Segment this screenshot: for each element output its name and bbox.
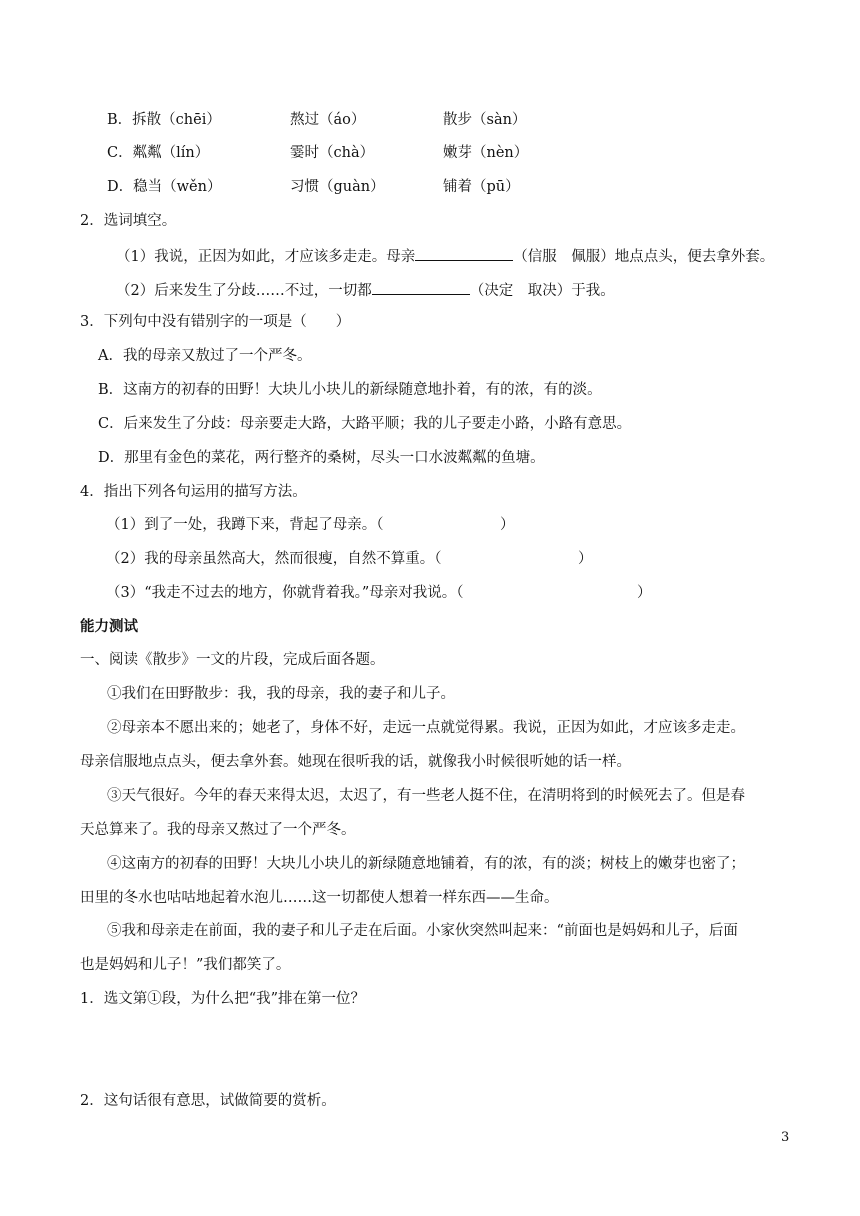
q2-s2-before: （2）后来发生了分歧……不过，一切都 xyxy=(116,283,372,299)
q4-item-2: （2）我的母亲虽然高大，然而很瘦，自然不算重。（ xyxy=(106,551,442,567)
option-d-word3: 铺着（pū） xyxy=(443,179,520,195)
q2-blank-1[interactable] xyxy=(415,245,513,261)
reading-intro: 一、阅读《散步》一文的片段，完成后面各题。 xyxy=(80,652,385,668)
option-b-word2: 熬过（áo） xyxy=(290,112,366,128)
option-b-word1: B．拆散（chēi） xyxy=(107,112,221,128)
q4-item-2-close: ） xyxy=(578,551,593,567)
passage-line-5: 天总算来了。我的母亲又熬过了一个严冬。 xyxy=(80,822,356,838)
passage-line-6: ④这南方的初春的田野！大块儿小块儿的新绿随意地铺着，有的浓，有的淡；树枝上的嫩芽也密了； xyxy=(107,856,745,872)
reading-question-2: 2．这句话很有意思，试做简要的赏析。 xyxy=(80,1093,336,1109)
option-d-word1: D．稳当（wěn） xyxy=(107,179,222,195)
q3-option-b: B．这南方的初春的田野！大块儿小块儿的新绿随意地扑着，有的浓，有的淡。 xyxy=(98,382,602,398)
option-c-word2: 霎时（chà） xyxy=(290,145,375,161)
passage-line-8: ⑤我和母亲走在前面，我的妻子和儿子走在后面。小家伙突然叫起来：“前面也是妈妈和儿子，后面 xyxy=(107,923,738,939)
q2-title: 2．选词填空。 xyxy=(80,213,177,229)
q4-item-1-close: ） xyxy=(500,517,515,533)
option-b-word3: 散步（sàn） xyxy=(443,112,527,128)
q2-s1-before: （1）我说，正因为如此，才应该多走走。母亲 xyxy=(116,249,416,265)
q3-option-c: C．后来发生了分歧：母亲要走大路，大路平顺；我的儿子要走小路，小路有意思。 xyxy=(98,416,632,432)
passage-line-7: 田里的冬水也咕咕地起着水泡儿……这一切都使人想着一样东西——生命。 xyxy=(80,890,559,906)
passage-line-4: ③天气很好。今年的春天来得太迟，太迟了，有一些老人挺不住，在清明将到的时候死去了。但是春 xyxy=(107,788,745,804)
option-c-word3: 嫩芽（nèn） xyxy=(443,145,529,161)
q2-s2-after: （决定 取决）于我。 xyxy=(469,283,615,299)
q2-sentence-1 xyxy=(116,245,774,267)
q3-option-d: D．那里有金色的菜花，两行整齐的桑树，尽头一口水波粼粼的鱼塘。 xyxy=(98,450,545,466)
q3-title: 3．下列句中没有错别字的一项是（ ） xyxy=(80,314,351,330)
q2-sentence-2 xyxy=(116,279,615,301)
option-d-word2: 习惯（guàn） xyxy=(290,179,385,195)
q4-item-3-close: ） xyxy=(637,585,652,601)
section-heading: 能力测试 xyxy=(80,618,138,635)
q2-blank-2[interactable] xyxy=(372,279,470,295)
passage-line-1: ①我们在田野散步：我，我的母亲，我的妻子和儿子。 xyxy=(107,686,455,702)
passage-line-3: 母亲信服地点点头，便去拿外套。她现在很听我的话，就像我小时候很听她的话一样。 xyxy=(80,754,631,770)
q4-title: 4．指出下列各句运用的描写方法。 xyxy=(80,484,307,500)
q2-s1-after: （信服 佩服）地点点头，便去拿外套。 xyxy=(513,249,775,265)
q3-option-a: A．我的母亲又敖过了一个严冬。 xyxy=(98,348,312,364)
q4-item-3: （3）“我走不过去的地方，你就背着我。”母亲对我说。（ xyxy=(106,585,464,601)
q4-item-1: （1）到了一处，我蹲下来，背起了母亲。（ xyxy=(106,517,384,533)
page-number: 3 xyxy=(781,1130,790,1145)
passage-line-9: 也是妈妈和儿子！”我们都笑了。 xyxy=(80,957,291,973)
reading-question-1: 1．选文第①段，为什么把“我”排在第一位？ xyxy=(80,991,366,1007)
passage-line-2: ②母亲本不愿出来的；她老了，身体不好，走远一点就觉得累。我说，正因为如此，才应该多走走。 xyxy=(107,720,745,736)
option-c-word1: C．粼粼（lín） xyxy=(107,145,210,161)
